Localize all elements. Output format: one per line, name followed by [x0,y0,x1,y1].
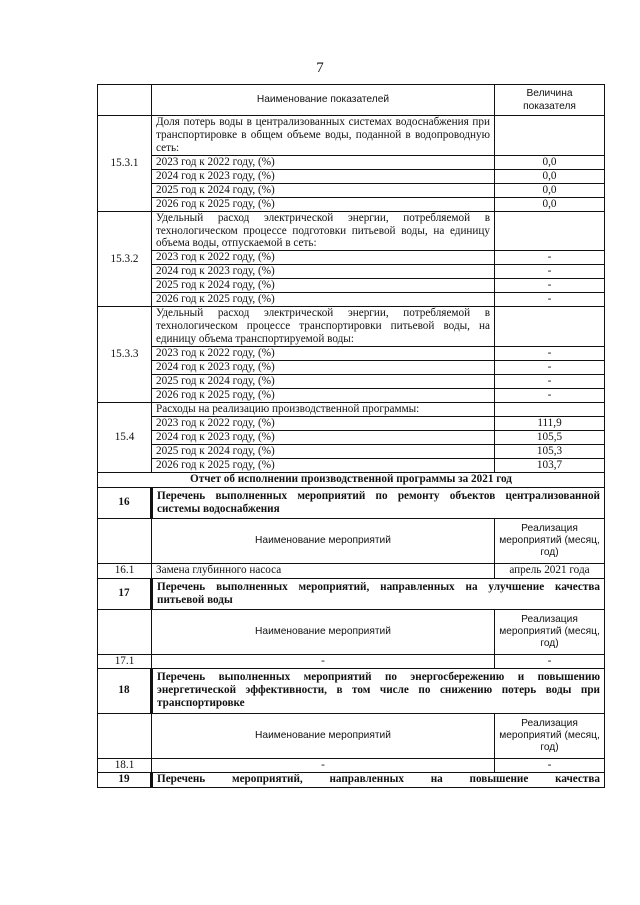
year-row [98,444,605,458]
year-value: 0,0 [495,183,605,197]
section-18-event-header: Наименование мероприятий [152,713,495,758]
year-label: 2024 год к 2023 году, (%) [152,360,495,374]
section-17-item-row [98,654,605,668]
header-name: Наименование показателей [152,85,495,116]
section-16-event-header: Наименование мероприятий [152,518,495,563]
item-16-1-num: 16.1 [98,563,152,578]
section-value-empty [495,402,605,416]
section-17-title: Перечень выполненных мероприятий, направленных на улучшение качества питьевой воды [152,578,605,609]
section-17-event-header: Наименование мероприятий [152,609,495,654]
section-18-impl-header: Реализация мероприятий (месяц, год) [495,713,605,758]
section-title: Расходы на реализацию производственной программы: [152,402,495,416]
section-title: Удельный расход электрической энергии, потребляемой в технологическом процессе подготовки питьевой воды, на единицу объема воды, отпускаемой в сеть: [152,211,495,251]
item-17-1-num: 17.1 [98,654,152,668]
page-number: 7 [316,60,324,76]
year-row [98,183,605,197]
year-value: 111,9 [495,416,605,430]
report-body [98,472,605,787]
section-row [98,116,605,156]
section-17-header-num [98,609,152,654]
year-value: 105,5 [495,430,605,444]
section-row [98,307,605,347]
report-title: Отчет об исполнении производственной программы за 2021 год [98,472,605,487]
item-18-1-name: - [152,758,495,772]
item-18-1-num: 18.1 [98,758,152,772]
year-label: 2025 год к 2024 году, (%) [152,374,495,388]
section-num: 15.3.1 [98,116,152,212]
section-num: 15.3.3 [98,307,152,403]
year-value: 0,0 [495,169,605,183]
section-17-header-row [98,609,605,654]
section-16-header-row [98,518,605,563]
item-17-1-value: - [495,654,605,668]
year-value: - [495,346,605,360]
section-17-num: 17 [98,578,152,609]
year-row [98,265,605,279]
section-num: 15.3.2 [98,211,152,307]
report-title-row [98,472,605,487]
section-18-header-num [98,713,152,758]
item-18-1-value: - [495,758,605,772]
year-label: 2023 год к 2022 году, (%) [152,155,495,169]
year-row [98,251,605,265]
section-18-num: 18 [98,668,152,713]
sections-body [98,116,605,473]
year-row [98,416,605,430]
year-value: - [495,251,605,265]
year-row [98,293,605,307]
section-18-title: Перечень выполненных мероприятий по энергосбережению и повышению энергетической эффективности, в том числе по снижению потерь воды при транспортировке [152,668,605,713]
year-row [98,155,605,169]
year-label: 2023 год к 2022 году, (%) [152,251,495,265]
header-value: Величина показателя [495,85,605,116]
year-value: 0,0 [495,155,605,169]
year-label: 2025 год к 2024 году, (%) [152,279,495,293]
section-18-header-row [98,713,605,758]
year-label: 2024 год к 2023 году, (%) [152,169,495,183]
section-value-empty [495,307,605,347]
year-label: 2026 год к 2025 году, (%) [152,388,495,402]
item-17-1-name: - [152,654,495,668]
year-value: - [495,293,605,307]
year-label: 2026 год к 2025 году, (%) [152,293,495,307]
year-row [98,197,605,211]
year-value: 105,3 [495,444,605,458]
year-label: 2024 год к 2023 году, (%) [152,430,495,444]
item-16-1-value: апрель 2021 года [495,563,605,578]
section-row [98,402,605,416]
year-value: 0,0 [495,197,605,211]
header-num-cell [98,85,152,116]
year-row [98,360,605,374]
year-row [98,388,605,402]
year-row [98,430,605,444]
year-label: 2026 год к 2025 году, (%) [152,197,495,211]
year-label: 2025 год к 2024 году, (%) [152,444,495,458]
year-row [98,169,605,183]
section-19-row [98,772,605,787]
section-17-impl-header: Реализация мероприятий (месяц, год) [495,609,605,654]
section-16-title: Перечень выполненных мероприятий по ремонту объектов централизованной системы водоснабжения [152,487,605,518]
year-value: - [495,279,605,293]
section-16-item-row [98,563,605,578]
section-num: 15.4 [98,402,152,472]
section-16-impl-header: Реализация мероприятий (месяц, год) [495,518,605,563]
section-title: Удельный расход электрической энергии, потребляемой в технологическом процессе транспортировки питьевой воды, на единицу объема транспортируемой воды: [152,307,495,347]
section-value-empty [495,211,605,251]
table-header-row [98,85,605,116]
section-18-item-row [98,758,605,772]
section-19-title: Перечень мероприятий, направленных на повышение качества [152,772,605,787]
year-label: 2023 год к 2022 году, (%) [152,346,495,360]
year-row [98,279,605,293]
year-value: - [495,265,605,279]
section-title: Доля потерь воды в централизованных системах водоснабжения при транспортировке в общем объеме воды, поданной в водопроводную сеть: [152,116,495,156]
section-value-empty [495,116,605,156]
section-17-row [98,578,605,609]
year-value: - [495,360,605,374]
section-row [98,211,605,251]
year-row [98,374,605,388]
year-value: 103,7 [495,458,605,472]
section-16-header-num [98,518,152,563]
section-18-row [98,668,605,713]
year-row [98,346,605,360]
section-16-num: 16 [98,487,152,518]
section-19-num: 19 [98,772,152,787]
year-value: - [495,374,605,388]
year-label: 2026 год к 2025 году, (%) [152,458,495,472]
year-label: 2024 год к 2023 году, (%) [152,265,495,279]
section-16-row [98,487,605,518]
year-label: 2025 год к 2024 году, (%) [152,183,495,197]
year-value: - [495,388,605,402]
indicator-table [97,84,605,788]
year-row [98,458,605,472]
year-label: 2023 год к 2022 году, (%) [152,416,495,430]
item-16-1-name: Замена глубинного насоса [152,563,495,578]
